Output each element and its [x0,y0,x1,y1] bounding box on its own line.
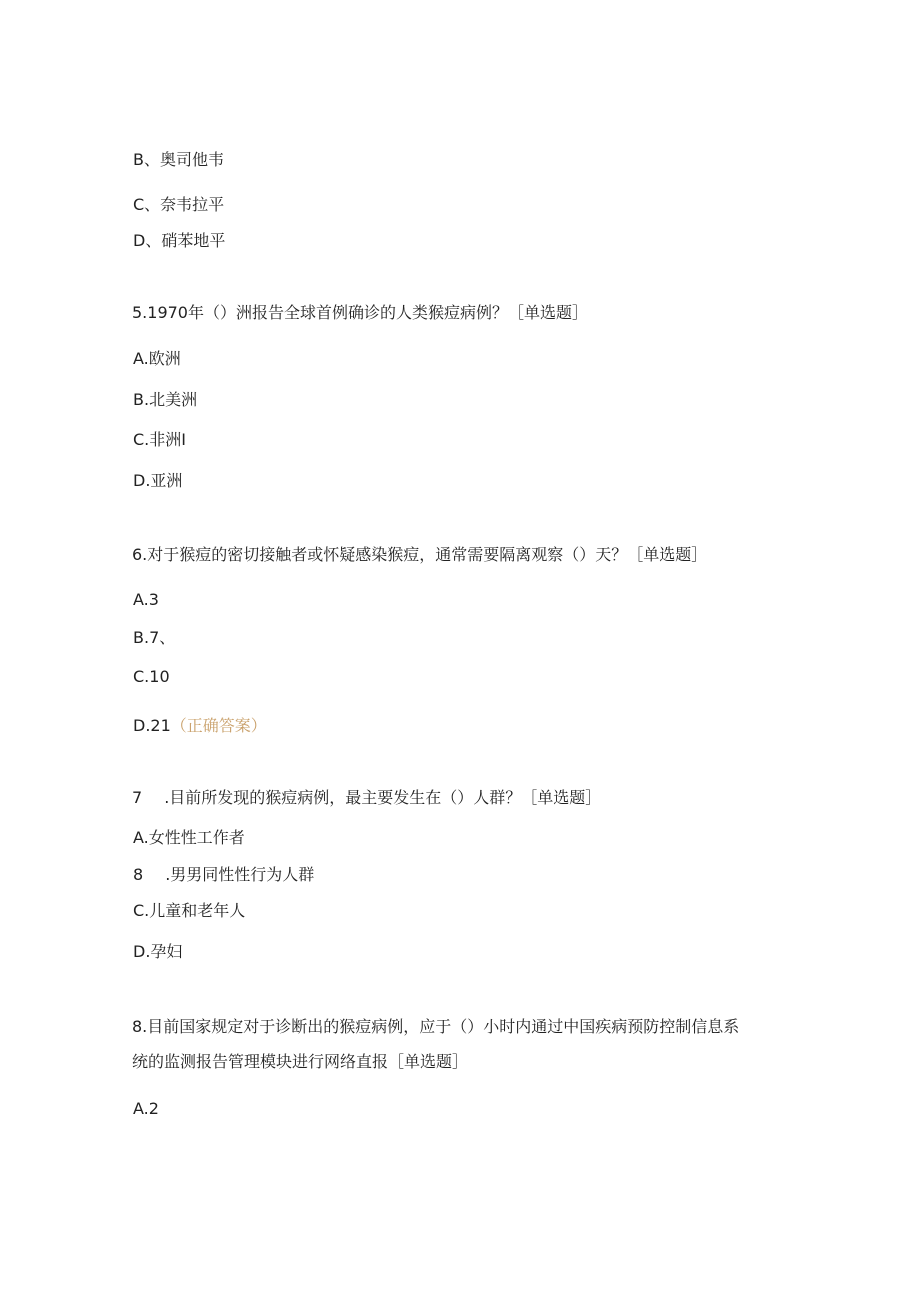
q5-option-c: C.非洲I [133,430,186,449]
q5-question: 5.1970年（）洲报告全球首例确诊的人类猴痘病例？［单选题］ [132,303,588,322]
q6-option-a: A.3 [133,590,159,609]
q7-option-a: A.女性性工作者 [133,828,245,847]
q7-question [132,787,601,809]
q5-option-b: B.北美洲 [133,390,198,409]
q8-question-line2: 统的监测报告管理模块进行网络直报［单选题］ [132,1052,469,1071]
q8-option-a: A.2 [133,1099,159,1118]
q6-question: 6.对于猴痘的密切接触者或怀疑感染猴痘，通常需要隔离观察（）天？［单选题］ [132,545,708,564]
q6-option-d-label: D.21 [133,716,171,735]
q6-option-c: C.10 [133,667,170,686]
q5-option-a: A.欧洲 [133,349,181,368]
q7-option-b-number: 8 [133,865,144,884]
q6-option-d [133,715,267,737]
q8-question-line1: 8.目前国家规定对于诊断出的猴痘病例，应于（）小时内通过中国疾病预防控制信息系 [132,1017,740,1036]
q6-option-b: B.7、 [133,628,176,647]
q7-question-text: .目前所发现的猴痘病例，最主要发生在（）人群？［单选题］ [164,788,602,807]
q4-option-d: D、硝苯地平 [133,231,226,250]
q4-option-b: B、奥司他韦 [133,150,224,169]
q5-option-d: D.亚洲 [133,471,183,490]
q4-option-c: C、奈韦拉平 [133,195,225,214]
correct-answer-tag: （正确答案） [170,716,267,735]
q7-option-c: C.儿童和老年人 [133,901,246,920]
q7-option-d: D.孕妇 [133,942,183,961]
q7-option-b-text: .男男同性性行为人群 [165,865,315,884]
q7-number: 7 [132,788,143,807]
q7-option-b [133,864,314,886]
